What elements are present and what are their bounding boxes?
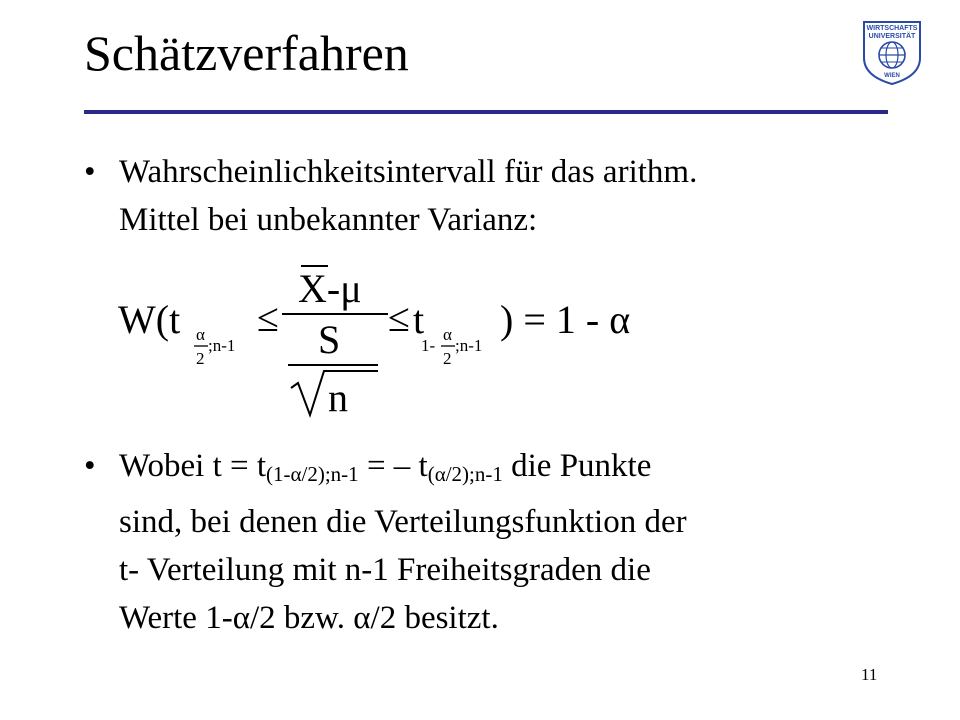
university-logo — [858, 18, 926, 86]
bullet-2-subscript-1: (1-α/2);n-1 — [266, 462, 359, 486]
formula-s: S — [318, 317, 341, 362]
bullet-1-line-1: Wahrscheinlichkeitsintervall für das arithm. — [119, 154, 698, 190]
formula-upper-sub-den: 2 — [443, 349, 452, 368]
formula-t2: t — [413, 297, 425, 342]
logo-mid-text: UNIVERSITÄT — [868, 33, 916, 40]
bullet-2-line-3: t- Verteilung mit n-1 Freiheitsgraden die — [119, 552, 651, 588]
slide-title: Schätzverfahren — [84, 25, 409, 81]
formula-leq-1: ≤ — [257, 295, 279, 340]
formula-rhs: ) = 1 - α — [500, 297, 631, 342]
formula-lower-sub-den: 2 — [196, 349, 205, 368]
bullet-2-line-1 — [119, 442, 879, 498]
bullet-2-line-2: sind, bei denen die Verteilungsfunktion der — [119, 504, 687, 540]
probability-interval-formula — [118, 255, 638, 425]
bullet-2-line-4: Werte 1-α/2 bzw. α/2 besitzt. — [119, 600, 499, 636]
bullet-dot: • — [84, 154, 96, 190]
formula-upper-sub-rest: ;n-1 — [455, 336, 483, 355]
page-number: 11 — [861, 665, 878, 684]
formula-leq-2: ≤ — [388, 295, 410, 340]
logo-bottom-text: WIEN — [884, 73, 900, 79]
formula-lower-sub-num: α — [196, 325, 205, 344]
bullet-dot: • — [84, 448, 96, 484]
formula-numerator: X-μ — [298, 266, 362, 311]
formula-upper-sub-num: α — [443, 325, 452, 344]
logo-top-text: WIRTSCHAFTS — [866, 25, 918, 32]
bullet-2-line-1-pre: Wobei t = t — [119, 448, 267, 484]
formula-lhs: W(t — [118, 297, 181, 342]
formula-lower-sub-rest: ;n-1 — [208, 336, 236, 355]
bullet-2-line-1-post: die Punkte — [502, 448, 652, 484]
bullet-2-subscript-2: (α/2);n-1 — [427, 462, 503, 486]
formula-sqrt-n: n — [328, 375, 348, 420]
bullet-2-line-1-mid: = – t — [358, 448, 428, 484]
title-rule — [84, 110, 888, 114]
formula-upper-sub-pre: 1- — [421, 336, 436, 355]
bullet-1-line-2: Mittel bei unbekannter Varianz: — [119, 202, 538, 238]
